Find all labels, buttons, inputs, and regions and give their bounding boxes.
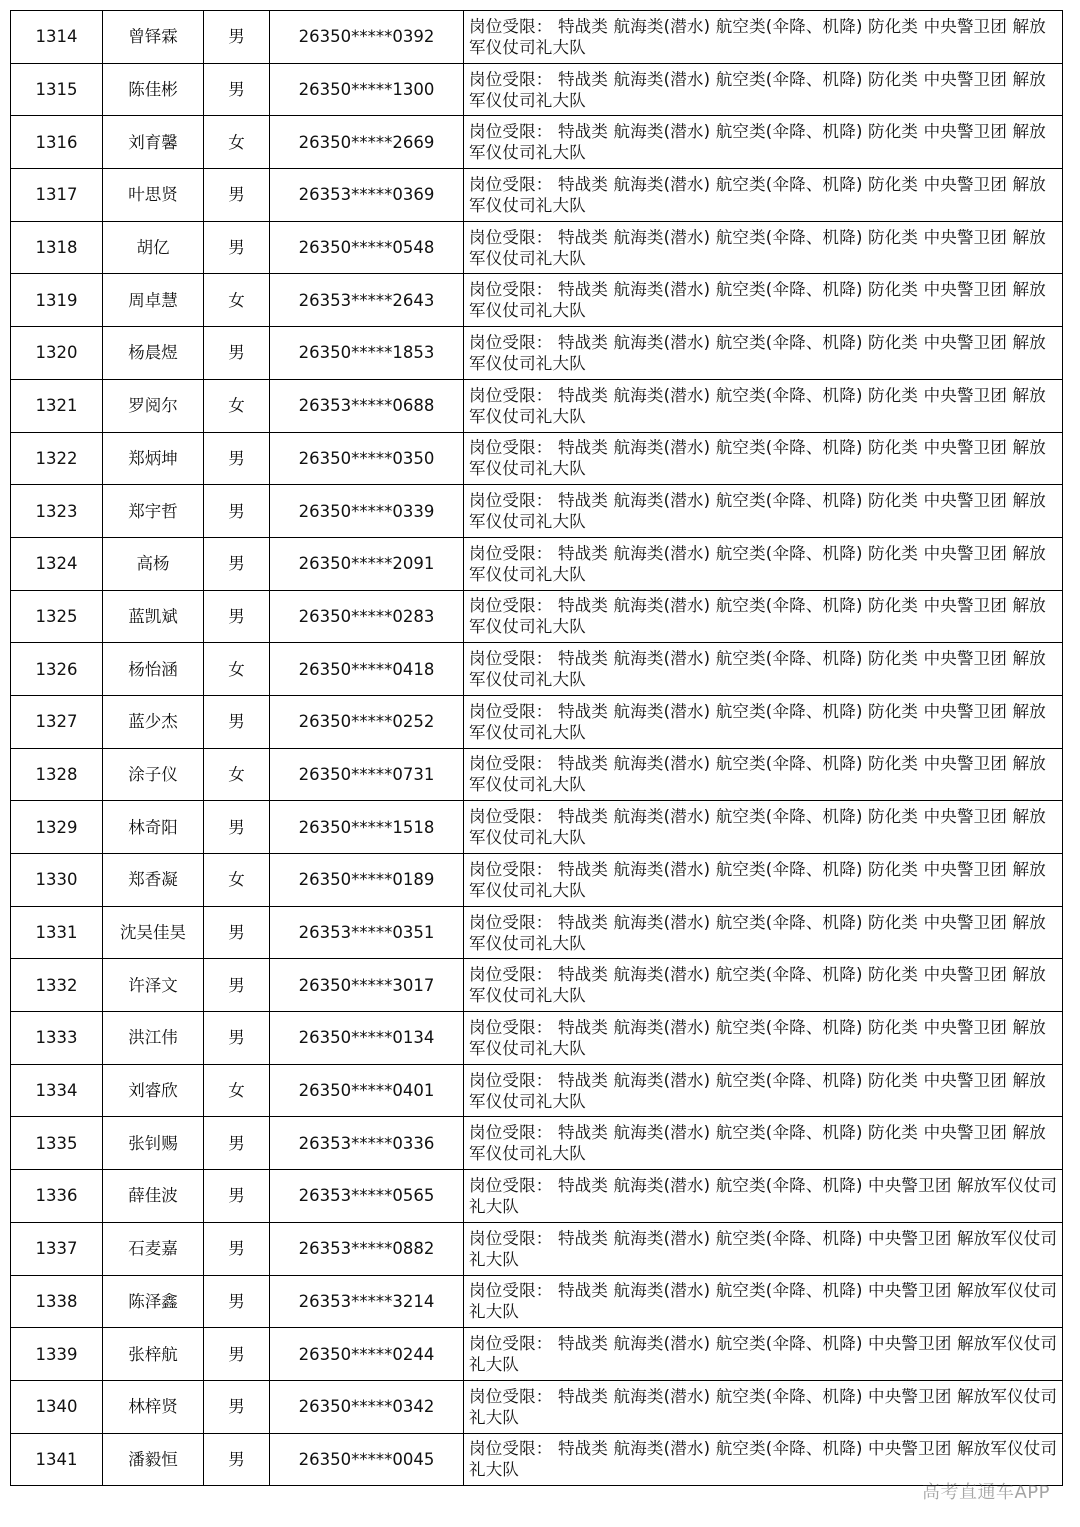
exam-id-cell: 26350*****1300	[270, 63, 464, 116]
name-cell: 郑宇哲	[103, 485, 204, 538]
serial-number-cell: 1325	[11, 590, 103, 643]
serial-number-cell: 1337	[11, 1222, 103, 1275]
name-cell: 叶思贤	[103, 169, 204, 222]
serial-number-cell: 1333	[11, 1012, 103, 1065]
serial-number-cell: 1323	[11, 485, 103, 538]
restriction-note-text: 岗位受限： 特战类 航海类(潜水) 航空类(伞降、机降) 中央警卫团 解放军仪仗司礼大队	[469, 1439, 1058, 1480]
restriction-note-text: 岗位受限： 特战类 航海类(潜水) 航空类(伞降、机降) 防化类 中央警卫团 解放军仪仗司礼大队	[469, 122, 1046, 163]
restriction-note-cell	[464, 854, 1063, 907]
name-cell: 杨晨煜	[103, 327, 204, 380]
table-row	[11, 1328, 1063, 1381]
serial-number-cell: 1316	[11, 116, 103, 169]
exam-id-cell: 26350*****2091	[270, 537, 464, 590]
exam-id-cell: 26350*****1853	[270, 327, 464, 380]
gender-cell: 女	[204, 1064, 270, 1117]
restriction-note-cell	[464, 1275, 1063, 1328]
exam-id-cell: 26353*****2643	[270, 274, 464, 327]
serial-number-cell: 1332	[11, 959, 103, 1012]
table-row	[11, 274, 1063, 327]
table-row	[11, 854, 1063, 907]
restriction-note-text: 岗位受限： 特战类 航海类(潜水) 航空类(伞降、机降) 防化类 中央警卫团 解放军仪仗司礼大队	[469, 332, 1046, 373]
table-row	[11, 1433, 1063, 1486]
gender-cell: 男	[204, 221, 270, 274]
table-row	[11, 695, 1063, 748]
restriction-note-text: 岗位受限： 特战类 航海类(潜水) 航空类(伞降、机降) 防化类 中央警卫团 解放军仪仗司礼大队	[469, 1070, 1046, 1111]
restriction-note-cell	[464, 1117, 1063, 1170]
gender-cell: 女	[204, 116, 270, 169]
name-cell: 杨怡涵	[103, 643, 204, 696]
restriction-note-text: 岗位受限： 特战类 航海类(潜水) 航空类(伞降、机降) 防化类 中央警卫团 解放军仪仗司礼大队	[469, 965, 1046, 1006]
restriction-note-cell	[464, 695, 1063, 748]
gender-cell: 男	[204, 169, 270, 222]
serial-number-cell: 1324	[11, 537, 103, 590]
exam-id-cell: 26353*****3214	[270, 1275, 464, 1328]
exam-id-cell: 26353*****0351	[270, 906, 464, 959]
restriction-note-text: 岗位受限： 特战类 航海类(潜水) 航空类(伞降、机降) 中央警卫团 解放军仪仗司礼大队	[469, 1175, 1058, 1216]
restriction-note-cell	[464, 959, 1063, 1012]
serial-number-cell: 1339	[11, 1328, 103, 1381]
table-row	[11, 379, 1063, 432]
serial-number-cell: 1341	[11, 1433, 103, 1486]
exam-id-cell: 26350*****0045	[270, 1433, 464, 1486]
name-cell: 曾铎霖	[103, 11, 204, 64]
restriction-note-cell	[464, 169, 1063, 222]
restriction-note-cell	[464, 1328, 1063, 1381]
name-cell: 郑香凝	[103, 854, 204, 907]
serial-number-cell: 1328	[11, 748, 103, 801]
gender-cell: 男	[204, 1380, 270, 1433]
exam-id-cell: 26350*****0548	[270, 221, 464, 274]
restriction-note-text: 岗位受限： 特战类 航海类(潜水) 航空类(伞降、机降) 防化类 中央警卫团 解放军仪仗司礼大队	[469, 385, 1046, 426]
name-cell: 张梓航	[103, 1328, 204, 1381]
exam-id-cell: 26350*****0339	[270, 485, 464, 538]
table-row	[11, 432, 1063, 485]
watermark-text: 高考直通车APP	[921, 1482, 1050, 1503]
serial-number-cell: 1317	[11, 169, 103, 222]
exam-id-cell: 26353*****0565	[270, 1170, 464, 1223]
serial-number-cell: 1330	[11, 854, 103, 907]
name-cell: 沈吴佳昊	[103, 906, 204, 959]
restriction-note-text: 岗位受限： 特战类 航海类(潜水) 航空类(伞降、机降) 防化类 中央警卫团 解放军仪仗司礼大队	[469, 807, 1046, 848]
table-row	[11, 590, 1063, 643]
table-row	[11, 1170, 1063, 1223]
name-cell: 林奇阳	[103, 801, 204, 854]
restriction-note-cell	[464, 1222, 1063, 1275]
gender-cell: 男	[204, 1433, 270, 1486]
exam-id-cell: 26350*****0731	[270, 748, 464, 801]
serial-number-cell: 1318	[11, 221, 103, 274]
gender-cell: 女	[204, 854, 270, 907]
table-row	[11, 643, 1063, 696]
gender-cell: 女	[204, 748, 270, 801]
serial-number-cell: 1338	[11, 1275, 103, 1328]
table-row	[11, 1064, 1063, 1117]
name-cell: 潘毅恒	[103, 1433, 204, 1486]
restriction-note-text: 岗位受限： 特战类 航海类(潜水) 航空类(伞降、机降) 中央警卫团 解放军仪仗司礼大队	[469, 1386, 1058, 1427]
name-cell: 陈泽鑫	[103, 1275, 204, 1328]
name-cell: 周卓慧	[103, 274, 204, 327]
restriction-note-cell	[464, 63, 1063, 116]
restriction-note-text: 岗位受限： 特战类 航海类(潜水) 航空类(伞降、机降) 中央警卫团 解放军仪仗司礼大队	[469, 1228, 1058, 1269]
name-cell: 薛佳波	[103, 1170, 204, 1223]
restriction-note-text: 岗位受限： 特战类 航海类(潜水) 航空类(伞降、机降) 防化类 中央警卫团 解放军仪仗司礼大队	[469, 174, 1046, 215]
restriction-note-cell	[464, 274, 1063, 327]
name-cell: 罗阅尔	[103, 379, 204, 432]
gender-cell: 男	[204, 11, 270, 64]
gender-cell: 女	[204, 379, 270, 432]
restriction-note-text: 岗位受限： 特战类 航海类(潜水) 航空类(伞降、机降) 防化类 中央警卫团 解放军仪仗司礼大队	[469, 491, 1046, 532]
gender-cell: 男	[204, 590, 270, 643]
restriction-note-cell	[464, 327, 1063, 380]
restriction-note-text: 岗位受限： 特战类 航海类(潜水) 航空类(伞降、机降) 防化类 中央警卫团 解放军仪仗司礼大队	[469, 1017, 1046, 1058]
exam-id-cell: 26353*****0882	[270, 1222, 464, 1275]
restriction-note-cell	[464, 432, 1063, 485]
serial-number-cell: 1336	[11, 1170, 103, 1223]
gender-cell: 男	[204, 63, 270, 116]
restriction-note-text: 岗位受限： 特战类 航海类(潜水) 航空类(伞降、机降) 防化类 中央警卫团 解放军仪仗司礼大队	[469, 912, 1046, 953]
restriction-note-cell	[464, 379, 1063, 432]
serial-number-cell: 1320	[11, 327, 103, 380]
exam-id-cell: 26350*****0134	[270, 1012, 464, 1065]
name-cell: 许泽文	[103, 959, 204, 1012]
restriction-note-text: 岗位受限： 特战类 航海类(潜水) 航空类(伞降、机降) 防化类 中央警卫团 解放军仪仗司礼大队	[469, 754, 1046, 795]
serial-number-cell: 1326	[11, 643, 103, 696]
gender-cell: 男	[204, 1012, 270, 1065]
restriction-note-text: 岗位受限： 特战类 航海类(潜水) 航空类(伞降、机降) 防化类 中央警卫团 解放军仪仗司礼大队	[469, 69, 1046, 110]
gender-cell: 男	[204, 327, 270, 380]
restriction-note-cell	[464, 801, 1063, 854]
table-row	[11, 1275, 1063, 1328]
restriction-note-cell	[464, 643, 1063, 696]
table-row	[11, 748, 1063, 801]
exam-id-cell: 26350*****0392	[270, 11, 464, 64]
table-row	[11, 11, 1063, 64]
name-cell: 涂子仪	[103, 748, 204, 801]
candidate-table	[10, 10, 1063, 1486]
exam-id-cell: 26350*****0283	[270, 590, 464, 643]
serial-number-cell: 1327	[11, 695, 103, 748]
name-cell: 郑炳坤	[103, 432, 204, 485]
restriction-note-text: 岗位受限： 特战类 航海类(潜水) 航空类(伞降、机降) 防化类 中央警卫团 解放军仪仗司礼大队	[469, 227, 1046, 268]
restriction-note-text: 岗位受限： 特战类 航海类(潜水) 航空类(伞降、机降) 中央警卫团 解放军仪仗司礼大队	[469, 1334, 1058, 1375]
restriction-note-text: 岗位受限： 特战类 航海类(潜水) 航空类(伞降、机降) 防化类 中央警卫团 解放军仪仗司礼大队	[469, 596, 1046, 637]
restriction-note-text: 岗位受限： 特战类 航海类(潜水) 航空类(伞降、机降) 防化类 中央警卫团 解放军仪仗司礼大队	[469, 701, 1046, 742]
gender-cell: 男	[204, 1170, 270, 1223]
restriction-note-cell	[464, 1170, 1063, 1223]
restriction-note-cell	[464, 116, 1063, 169]
restriction-note-text: 岗位受限： 特战类 航海类(潜水) 航空类(伞降、机降) 防化类 中央警卫团 解放军仪仗司礼大队	[469, 16, 1046, 57]
restriction-note-text: 岗位受限： 特战类 航海类(潜水) 航空类(伞降、机降) 防化类 中央警卫团 解放军仪仗司礼大队	[469, 280, 1046, 321]
restriction-note-cell	[464, 11, 1063, 64]
table-row	[11, 537, 1063, 590]
table-row	[11, 906, 1063, 959]
exam-id-cell: 26350*****2669	[270, 116, 464, 169]
table-row	[11, 327, 1063, 380]
gender-cell: 男	[204, 485, 270, 538]
restriction-note-cell	[464, 1012, 1063, 1065]
name-cell: 蓝少杰	[103, 695, 204, 748]
name-cell: 刘育馨	[103, 116, 204, 169]
table-row	[11, 801, 1063, 854]
table-row	[11, 63, 1063, 116]
table-row	[11, 1222, 1063, 1275]
exam-id-cell: 26350*****0189	[270, 854, 464, 907]
serial-number-cell: 1329	[11, 801, 103, 854]
exam-id-cell: 26353*****0336	[270, 1117, 464, 1170]
name-cell: 高杨	[103, 537, 204, 590]
restriction-note-text: 岗位受限： 特战类 航海类(潜水) 航空类(伞降、机降) 防化类 中央警卫团 解放军仪仗司礼大队	[469, 649, 1046, 690]
table-row	[11, 169, 1063, 222]
gender-cell: 男	[204, 695, 270, 748]
table-row	[11, 1117, 1063, 1170]
gender-cell: 男	[204, 801, 270, 854]
table-body	[11, 11, 1063, 1486]
restriction-note-cell	[464, 221, 1063, 274]
restriction-note-cell	[464, 590, 1063, 643]
restriction-note-cell	[464, 537, 1063, 590]
serial-number-cell: 1322	[11, 432, 103, 485]
exam-id-cell: 26353*****0369	[270, 169, 464, 222]
serial-number-cell: 1331	[11, 906, 103, 959]
table-row	[11, 116, 1063, 169]
restriction-note-cell	[464, 1380, 1063, 1433]
exam-id-cell: 26350*****0342	[270, 1380, 464, 1433]
serial-number-cell: 1314	[11, 11, 103, 64]
gender-cell: 男	[204, 1328, 270, 1381]
restriction-note-text: 岗位受限： 特战类 航海类(潜水) 航空类(伞降、机降) 防化类 中央警卫团 解放军仪仗司礼大队	[469, 543, 1046, 584]
table-row	[11, 1012, 1063, 1065]
exam-id-cell: 26350*****0244	[270, 1328, 464, 1381]
exam-id-cell: 26350*****0401	[270, 1064, 464, 1117]
exam-id-cell: 26350*****0418	[270, 643, 464, 696]
table-row	[11, 959, 1063, 1012]
gender-cell: 男	[204, 432, 270, 485]
name-cell: 蓝凯斌	[103, 590, 204, 643]
exam-id-cell: 26350*****0252	[270, 695, 464, 748]
name-cell: 张钊赐	[103, 1117, 204, 1170]
gender-cell: 男	[204, 1222, 270, 1275]
gender-cell: 女	[204, 274, 270, 327]
name-cell: 陈佳彬	[103, 63, 204, 116]
restriction-note-text: 岗位受限： 特战类 航海类(潜水) 航空类(伞降、机降) 防化类 中央警卫团 解放军仪仗司礼大队	[469, 1123, 1046, 1164]
table-row	[11, 485, 1063, 538]
restriction-note-cell	[464, 485, 1063, 538]
serial-number-cell: 1335	[11, 1117, 103, 1170]
gender-cell: 女	[204, 643, 270, 696]
gender-cell: 男	[204, 537, 270, 590]
name-cell: 洪江伟	[103, 1012, 204, 1065]
gender-cell: 男	[204, 959, 270, 1012]
name-cell: 胡亿	[103, 221, 204, 274]
gender-cell: 男	[204, 906, 270, 959]
restriction-note-cell	[464, 1064, 1063, 1117]
table-row	[11, 1380, 1063, 1433]
table-row	[11, 221, 1063, 274]
serial-number-cell: 1319	[11, 274, 103, 327]
exam-id-cell: 26350*****0350	[270, 432, 464, 485]
exam-id-cell: 26350*****1518	[270, 801, 464, 854]
name-cell: 刘睿欣	[103, 1064, 204, 1117]
gender-cell: 男	[204, 1275, 270, 1328]
restriction-note-text: 岗位受限： 特战类 航海类(潜水) 航空类(伞降、机降) 防化类 中央警卫团 解放军仪仗司礼大队	[469, 438, 1046, 479]
serial-number-cell: 1315	[11, 63, 103, 116]
gender-cell: 男	[204, 1117, 270, 1170]
restriction-note-text: 岗位受限： 特战类 航海类(潜水) 航空类(伞降、机降) 防化类 中央警卫团 解放军仪仗司礼大队	[469, 859, 1046, 900]
restriction-note-text: 岗位受限： 特战类 航海类(潜水) 航空类(伞降、机降) 中央警卫团 解放军仪仗司礼大队	[469, 1281, 1058, 1322]
exam-id-cell: 26353*****0688	[270, 379, 464, 432]
exam-id-cell: 26350*****3017	[270, 959, 464, 1012]
restriction-note-cell	[464, 748, 1063, 801]
serial-number-cell: 1321	[11, 379, 103, 432]
restriction-note-cell	[464, 906, 1063, 959]
serial-number-cell: 1334	[11, 1064, 103, 1117]
name-cell: 石麦嘉	[103, 1222, 204, 1275]
name-cell: 林梓贤	[103, 1380, 204, 1433]
serial-number-cell: 1340	[11, 1380, 103, 1433]
